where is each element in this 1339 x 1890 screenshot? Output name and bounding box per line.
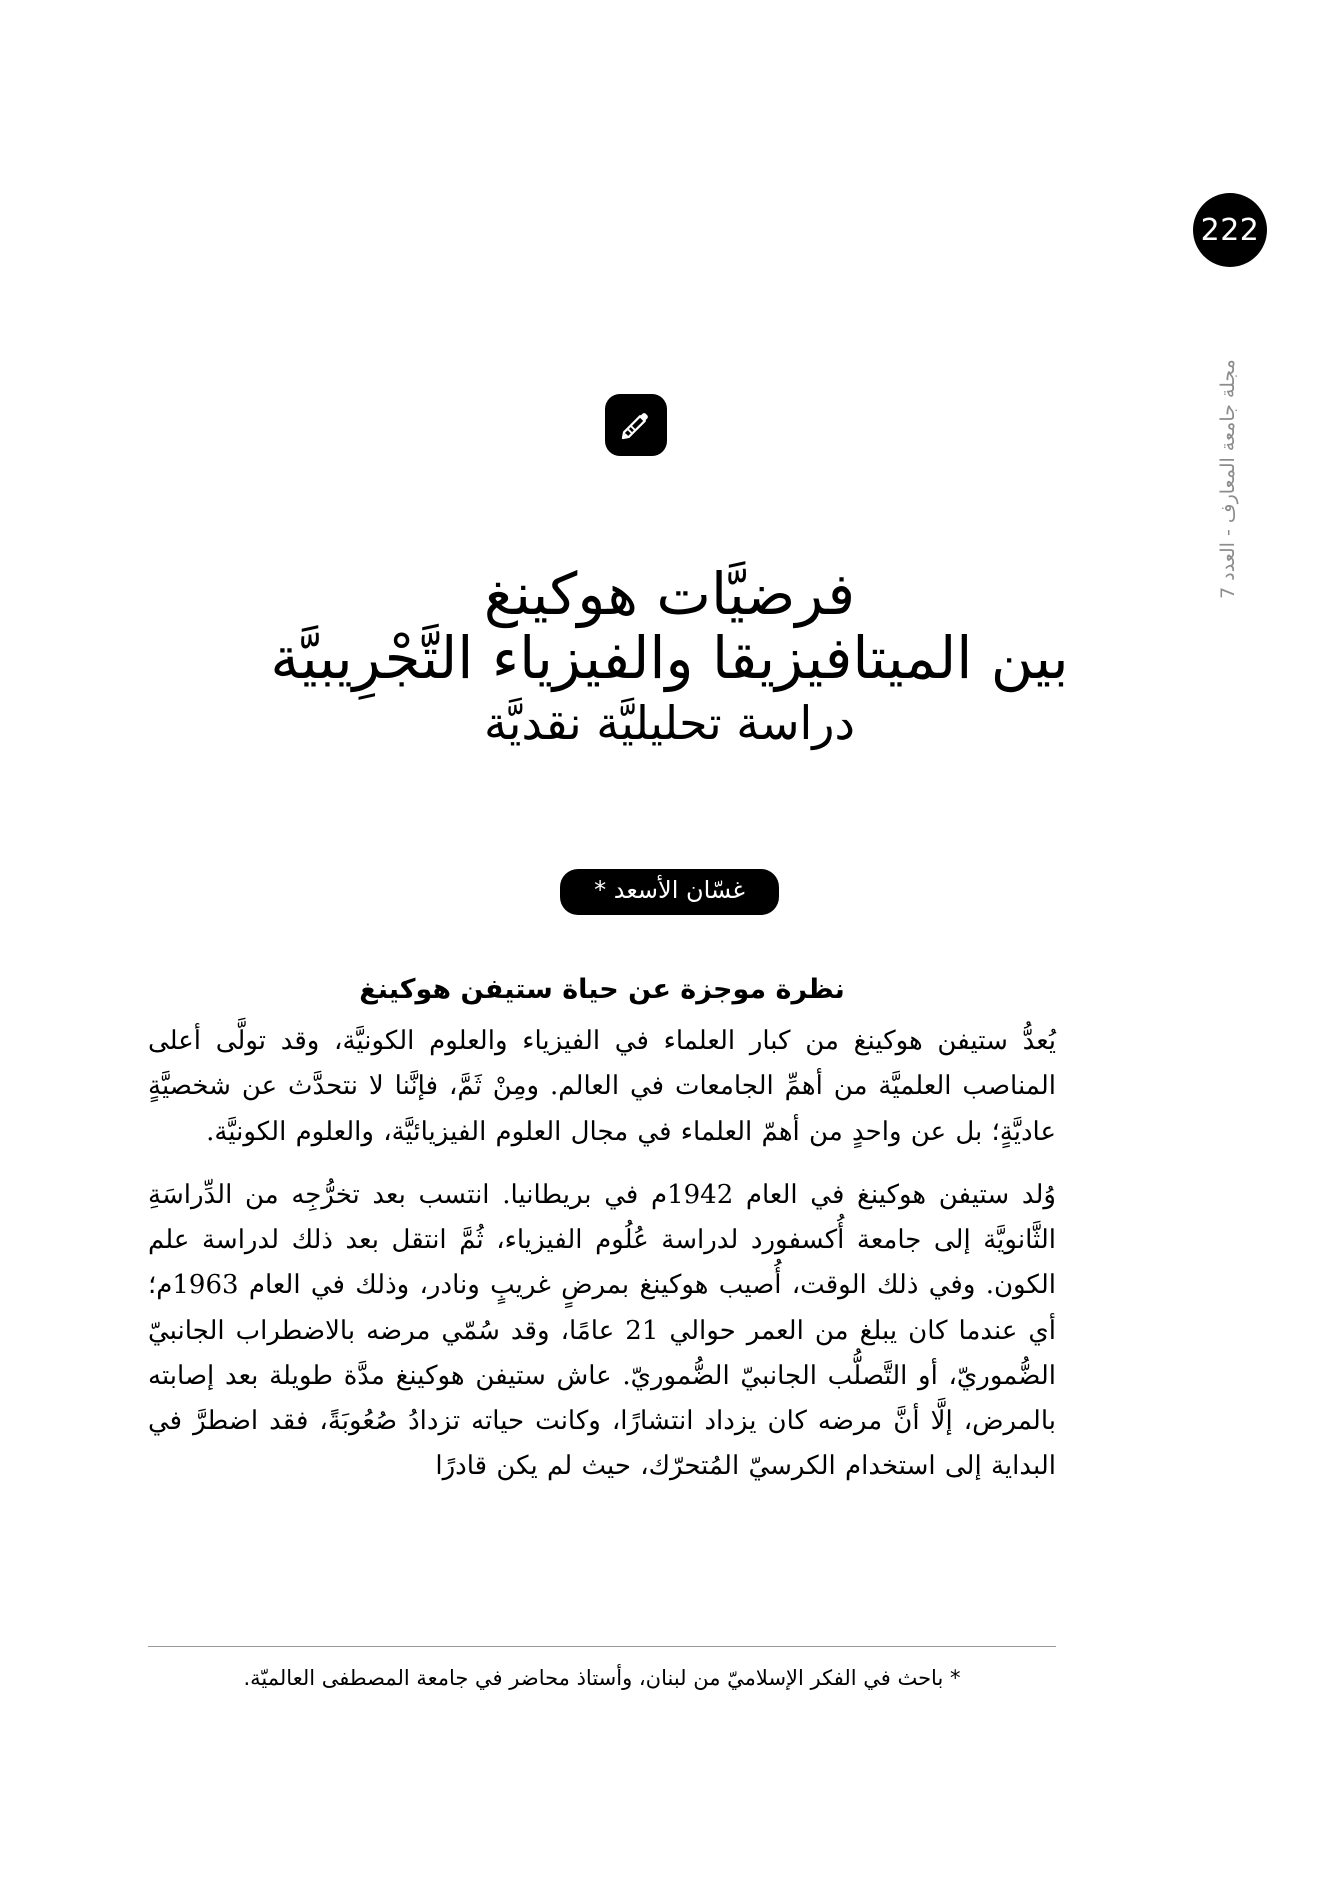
article-body bbox=[148, 972, 1056, 1489]
running-head-label: مجلة جامعة المعارف - العدد 7 bbox=[1217, 359, 1239, 599]
pencil-icon bbox=[619, 408, 653, 442]
article-subtitle: دراسة تحليليَّة نقديَّة bbox=[484, 695, 855, 750]
author-block bbox=[0, 869, 1339, 915]
article-title-line-2: بين الميتافيزيقا والفيزياء التَّجْرِيبيَّة bbox=[270, 624, 1069, 693]
footnote-text: * باحث في الفكر الإسلاميّ من لبنان، وأستاذ محاضر في جامعة المصطفى العالميّة. bbox=[243, 1666, 961, 1690]
page-number-badge: 222 bbox=[1193, 193, 1267, 267]
article-title-line-1: فرضيَّات هوكينغ bbox=[483, 560, 856, 628]
body-paragraph: يُعدُّ ستيفن هوكينغ من كبار العلماء في الفيزياء والعلوم الكونيَّة، وقد تولَّى أعلى المناصب العلميَّة من أهمِّ الجامعات في العالم. ومِنْ ثَمَّ، فإنَّنا لا نتحدَّث عن شخصيَّةٍ عاديَّةٍ؛ بل عن واحدٍ من أهمّ العلماء في مجال العلوم الفيزيائيَّة، والعلوم الكونيَّة. bbox=[148, 1026, 1056, 1147]
footnote-divider bbox=[148, 1646, 1056, 1647]
section-heading: نظرة موجزة عن حياة ستيفن هوكينغ bbox=[359, 974, 845, 1005]
body-paragraph: وُلد ستيفن هوكينغ في العام 1942م في بريطانيا. انتسب بعد تخرُّجِه من الدِّراسَةِ الثَّانويَّة إلى جامعة أُكسفورد لدراسة عُلُوم الفيزياء، ثُمَّ انتقل بعد ذلك لدراسة علم الكون. وفي ذلك الوقت، أُصيب هوكينغ بمرضٍ غريبٍ ونادر، وذلك في العام 1963م؛ أي عندما كان يبلغ من العمر حوالي 21 عامًا، وقد سُمّي مرضه بالاضطراب الجانبيّ الضُّموريّ، أو التَّصلُّب الجانبيّ الضُّموريّ. عاش ستيفن هوكينغ مدَّة طويلة بعد إصابته بالمرض، إلَّا أنَّ مرضه كان يزداد انتشارًا، وكانت حياته تزدادُ صُعُوبَةً، فقد اضطرَّ في البداية إلى استخدام الكرسيّ المُتحرّك، حيث لم يكن قادرًا bbox=[148, 1179, 1056, 1482]
author-name-badge: غسّان الأسعد * bbox=[560, 869, 779, 915]
pencil-badge bbox=[605, 394, 667, 456]
article-title-block bbox=[0, 560, 1339, 752]
